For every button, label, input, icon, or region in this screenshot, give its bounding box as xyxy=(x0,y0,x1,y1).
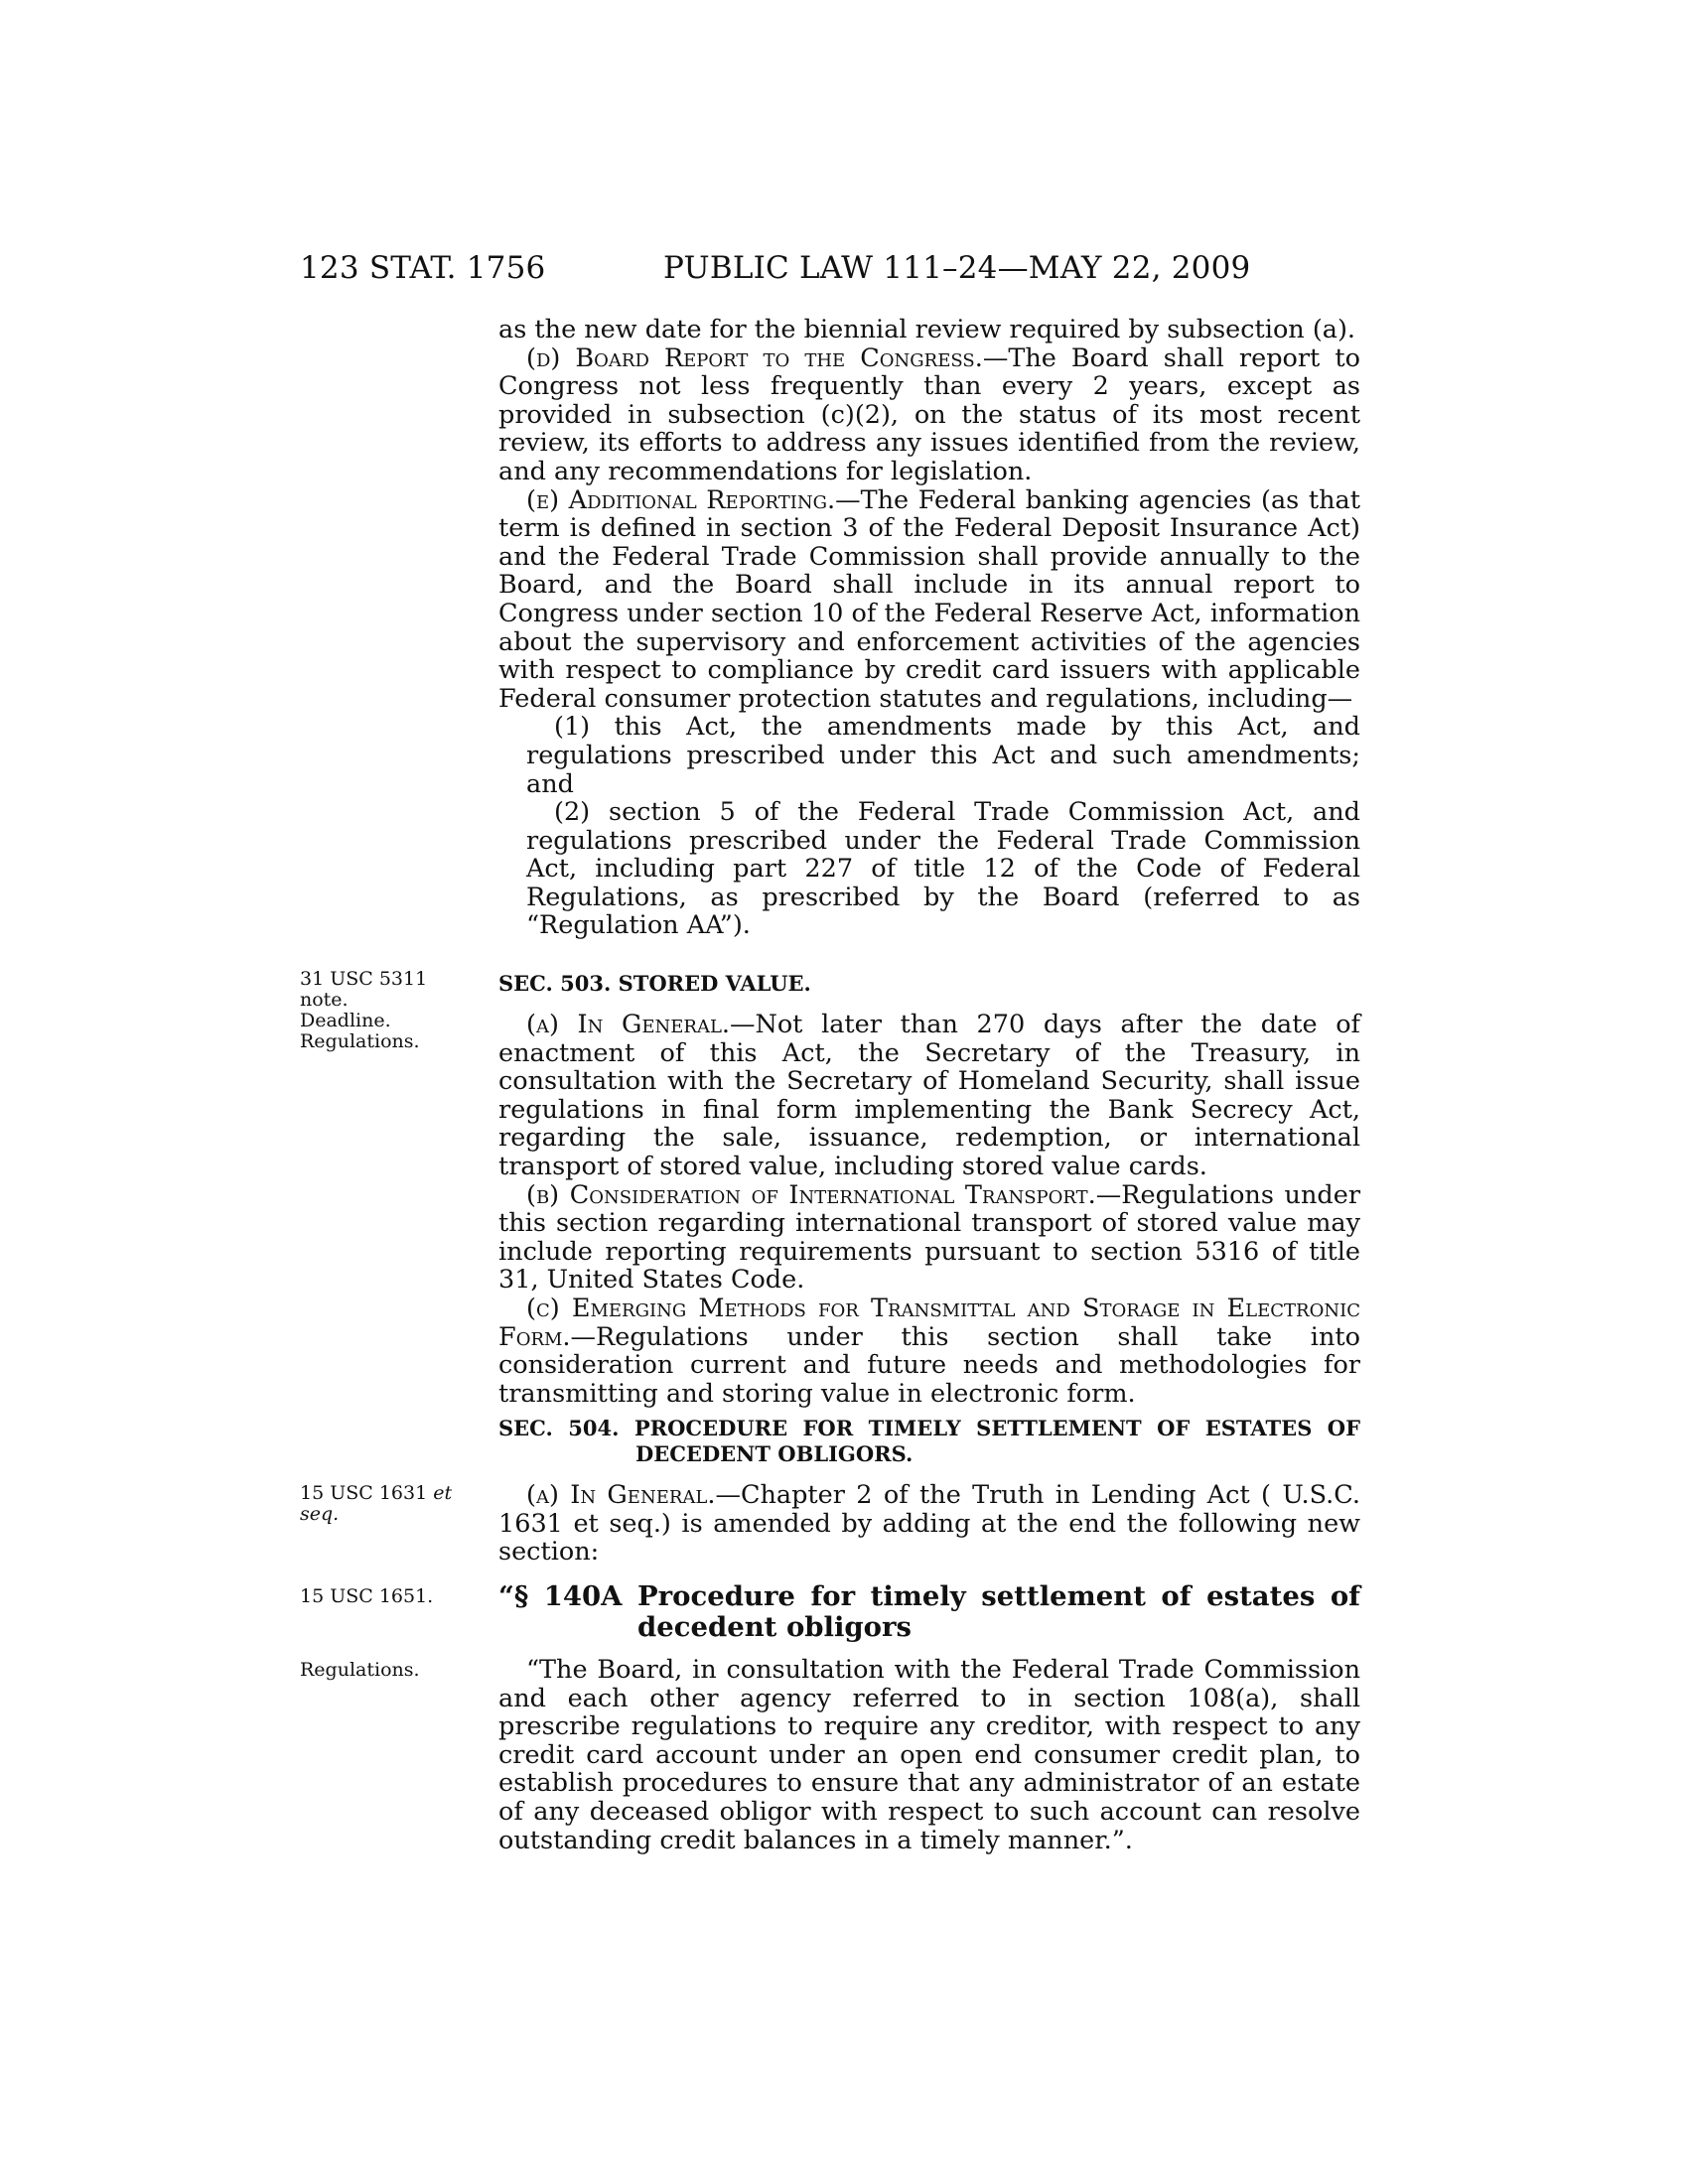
page-stat-number: 123 STAT. 1756 xyxy=(300,250,546,286)
margin-note-italic: seq. xyxy=(300,1503,340,1525)
paragraph-d-heading: (d) Board Report to the Congress. xyxy=(526,342,983,373)
paragraph-e-text: —The Federal banking agencies (as that term is defined in section 3 of the Federal Deposit Insurance Act) and the Federal Trade Commission shall provide annually to the Board, and the Board shall include in its annual report to Congress under section 10 of the Federal Reserve Act, information about the supervisory and enforcement activities of the agencies with respect to compliance by credit card issuers with applicable Federal consumer protection statutes and regulations, including— xyxy=(498,484,1361,714)
body-block-sec140a-text xyxy=(498,1656,1360,1854)
section-504-title: SEC. 504. PROCEDURE FOR TIMELY SETTLEMENT OF ESTATES OF DECEDENT OBLIGORS. xyxy=(498,1416,1360,1466)
paragraph-504a xyxy=(498,1481,1360,1567)
body-block-sec504a xyxy=(498,1481,1360,1567)
margin-note-italic: et xyxy=(433,1482,453,1504)
body-block-1 xyxy=(498,316,1360,940)
paragraph-503a-heading: (a) In General. xyxy=(526,1010,731,1039)
body-block-sec140a-title xyxy=(498,1581,1360,1643)
margin-note-citation: 15 USC 1631 xyxy=(300,1482,428,1504)
running-header: PUBLIC LAW 111–24—MAY 22, 2009 xyxy=(663,250,1251,286)
paragraph-503b xyxy=(498,1181,1360,1295)
margin-note-sec503 xyxy=(300,969,449,1052)
paragraph-d xyxy=(498,344,1360,486)
margin-note-line: Deadline. xyxy=(300,1010,391,1031)
margin-note-regulations: Regulations. xyxy=(300,1659,420,1681)
body-block-sec504-title xyxy=(498,1416,1360,1467)
paragraph-504a-heading: (a) In General. xyxy=(526,1480,716,1510)
paragraph-503c xyxy=(498,1295,1360,1408)
margin-note-line: note. xyxy=(300,989,349,1011)
margin-note-sec140a: 15 USC 1651. xyxy=(300,1585,434,1607)
paragraph-503c-heading: (c) Emerging Methods for Transmittal and Storage in Electronic Form. xyxy=(498,1293,1360,1352)
paragraph-e xyxy=(498,486,1360,714)
paragraph-503a xyxy=(498,1011,1360,1181)
margin-note-line: 31 USC 5311 xyxy=(300,968,428,990)
paragraph-e-1: (1) this Act, the amendments made by this Act, and regulations prescribed under this Act and such amendments; and xyxy=(526,712,1360,799)
paragraph-e-heading: (e) Additional Reporting. xyxy=(526,484,836,515)
paragraph-continuation: as the new date for the biennial review required by subsection (a). xyxy=(498,315,1356,344)
paragraph-e-2: (2) section 5 of the Federal Trade Commission Act, and regulations prescribed under the Federal Trade Commission Act, including part 227 of title 12 of the Code of Federal Regulations, as prescribed by the Board (referred to as “Regulation AA”). xyxy=(526,797,1360,941)
body-block-sec503 xyxy=(498,971,1360,1408)
margin-note-line xyxy=(300,1504,449,1525)
paragraph-503b-heading: (b) Consideration of International Transport. xyxy=(526,1179,1096,1210)
paragraph-d-text: —The Board shall report to Congress not less frequently than every 2 years, except as provided in subsection (c)(2), on the status of its most recent review, its efforts to address any issues identified from the review, and any recommendations for legislation. xyxy=(498,342,1360,486)
paragraph-504a-text: —Chapter 2 of the Truth in Lending Act ( U.S.C. 1631 et seq.) is amended by adding at the end the following new section: xyxy=(498,1480,1360,1568)
margin-note-line xyxy=(300,1482,453,1504)
margin-note-sec504a xyxy=(300,1482,453,1525)
paragraph-503a-text: —Not later than 270 days after the date of enactment of this Act, the Secretary of the Treasury, in consultation with the Secretary of Homeland Security, shall issue regulations in final form implementing the Bank Secrecy Act, regarding the sale, issuance, redemption, or international transport of stored value, including stored value cards. xyxy=(498,1010,1360,1181)
paragraph-140a: “The Board, in consultation with the Federal Trade Commission and each other agency referred to in section 108(a), shall prescribe regulations to require any creditor, with respect to any credit card account under an open end consumer credit plan, to establish procedures to ensure that any administrator of an estate of any deceased obligor with respect to such account can resolve outstanding credit balances in a timely manner.”. xyxy=(498,1655,1360,1855)
paragraph-503b-text: —Regulations under this section regarding international transport of stored value may include reporting requirements pursuant to section 5316 of title 31, United States Code. xyxy=(498,1179,1361,1296)
paragraph-503c-text: —Regulations under this section shall take into consideration current and future needs and methodologies for transmitting and storing value in electronic form. xyxy=(498,1321,1360,1409)
section-503-title: SEC. 503. STORED VALUE. xyxy=(498,971,811,996)
section-140a-title: “§ 140A Procedure for timely settlement of estates of decedent obligors xyxy=(498,1580,1360,1643)
margin-note-line: Regulations. xyxy=(300,1030,420,1052)
